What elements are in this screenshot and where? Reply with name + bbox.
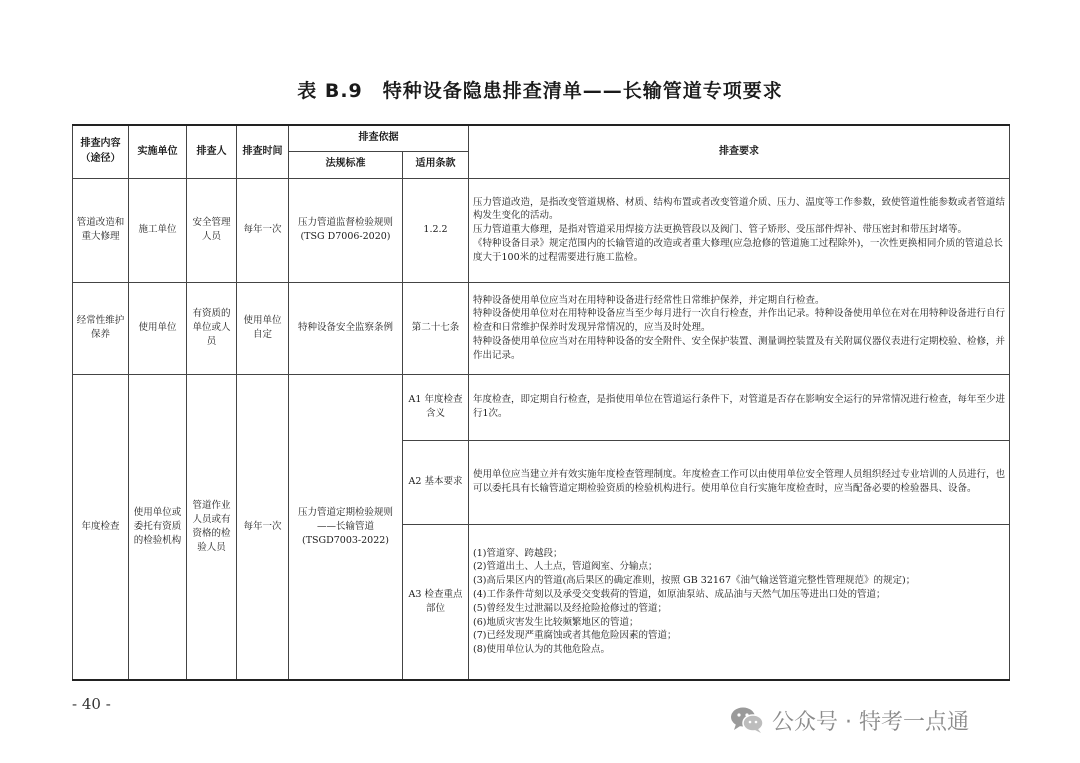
header-clause: 适用条款	[403, 151, 469, 178]
row-unit: 使用单位或委托有资质的检验机构	[129, 374, 187, 680]
page-title: 表 B.9 特种设备隐患排查清单——长输管道专项要求	[297, 80, 783, 102]
row-time: 每年一次	[237, 374, 289, 680]
header-content: 排查内容（途径）	[73, 125, 129, 178]
row-person: 有资质的单位或人员	[187, 282, 237, 374]
row-requirement: 使用单位应当建立并有效实施年度检查管理制度。年度检查工作可以由使用单位安全管理人员组织经过专业培训的人员进行，也可以委托具有长输管道定期检验资质的检验机构进行。使用单位自行实施年度检查时，应当配备必要的检验器具、设备。	[469, 440, 1010, 524]
header-unit: 实施单位	[129, 125, 187, 178]
wechat-icon	[730, 706, 764, 734]
watermark	[730, 702, 969, 738]
table-row	[73, 374, 1010, 440]
table-row	[73, 178, 1010, 282]
row-standard: 压力管道监督检验规则(TSG D7006-2020)	[289, 178, 403, 282]
row-content: 管道改造和重大修理	[73, 178, 129, 282]
row-requirement: 特种设备使用单位应当对在用特种设备进行经常性日常维护保养，并定期自行检查。 特种设备使用单位对在用特种设备应当至少每月进行一次自行检查，并作出记录。特种设备使用单位在对在用特种设备进行自行检查和日常维护保养时发现异常情况的，应当及时处理。 特种设备使用单位应当对在用特种设备的安全附件、安全保护装置、测量调控装置及有关附属仪器仪表进行定期校验、检修，并作出记录。	[469, 282, 1010, 374]
inspection-table	[72, 124, 1010, 681]
row-time: 每年一次	[237, 178, 289, 282]
header-requirement: 排查要求	[469, 125, 1010, 178]
row-person: 管道作业人员或有资格的检验人员	[187, 374, 237, 680]
row-time: 使用单位自定	[237, 282, 289, 374]
row-content: 经常性维护保养	[73, 282, 129, 374]
header-basis: 排查依据	[289, 125, 469, 151]
row-clause: 第二十七条	[403, 282, 469, 374]
row-requirement: 年度检查，即定期自行检查，是指使用单位在管道运行条件下，对管道是否存在影响安全运行的异常情况进行检查，每年至少进行1次。	[469, 374, 1010, 440]
header-person: 排查人	[187, 125, 237, 178]
row-clause: A3 检查重点部位	[403, 524, 469, 680]
table-row	[73, 282, 1010, 374]
watermark-text: 公众号 · 特考一点通	[772, 709, 969, 735]
header-standard: 法规标准	[289, 151, 403, 178]
header-time: 排查时间	[237, 125, 289, 178]
row-requirement: 压力管道改造，是指改变管道规格、材质、结构布置或者改变管道介质、压力、温度等工作参数，致使管道性能参数或者管道结构发生变化的活动。 压力管道重大修理，是指对管道采用焊接方法更换管段以及阀门、管子矫形、受压部件焊补、带压密封和带压封堵等。 《特种设备目录》规定范围内的长输管道的改造或者重大修理(应急抢修的管道施工过程除外)，一次性更换相同介质的管道总长度大于100米的过程需要进行施工监检。	[469, 178, 1010, 282]
row-standard: 特种设备安全监察条例	[289, 282, 403, 374]
row-standard: 压力管道定期检验规则——长输管道(TSGD7003-2022)	[289, 374, 403, 680]
row-unit: 施工单位	[129, 178, 187, 282]
row-unit: 使用单位	[129, 282, 187, 374]
row-clause: 1.2.2	[403, 178, 469, 282]
row-requirement: (1)管道穿、跨越段； (2)管道出土、人土点，管道阀室、分输点； (3)高后果区内的管道(高后果区的确定准则，按照 GB 32167《油气输送管道完整性管理规范》的规定)； (4)工作条件苛刻以及承受交变载荷的管道，如原油泵站、成品油与天然气加压等进出口处的管道； (5)曾经发生过泄漏以及经抢险抢修过的管道； (6)地质灾害发生比较频繁地区的管道； (7)已经发现严重腐蚀或者其他危险因素的管道； (8)使用单位认为的其他危险点。	[469, 524, 1010, 680]
row-clause: A1 年度检查含义	[403, 374, 469, 440]
row-content: 年度检查	[73, 374, 129, 680]
page-number: - 40 -	[72, 695, 111, 713]
row-person: 安全管理人员	[187, 178, 237, 282]
row-clause: A2 基本要求	[403, 440, 469, 524]
